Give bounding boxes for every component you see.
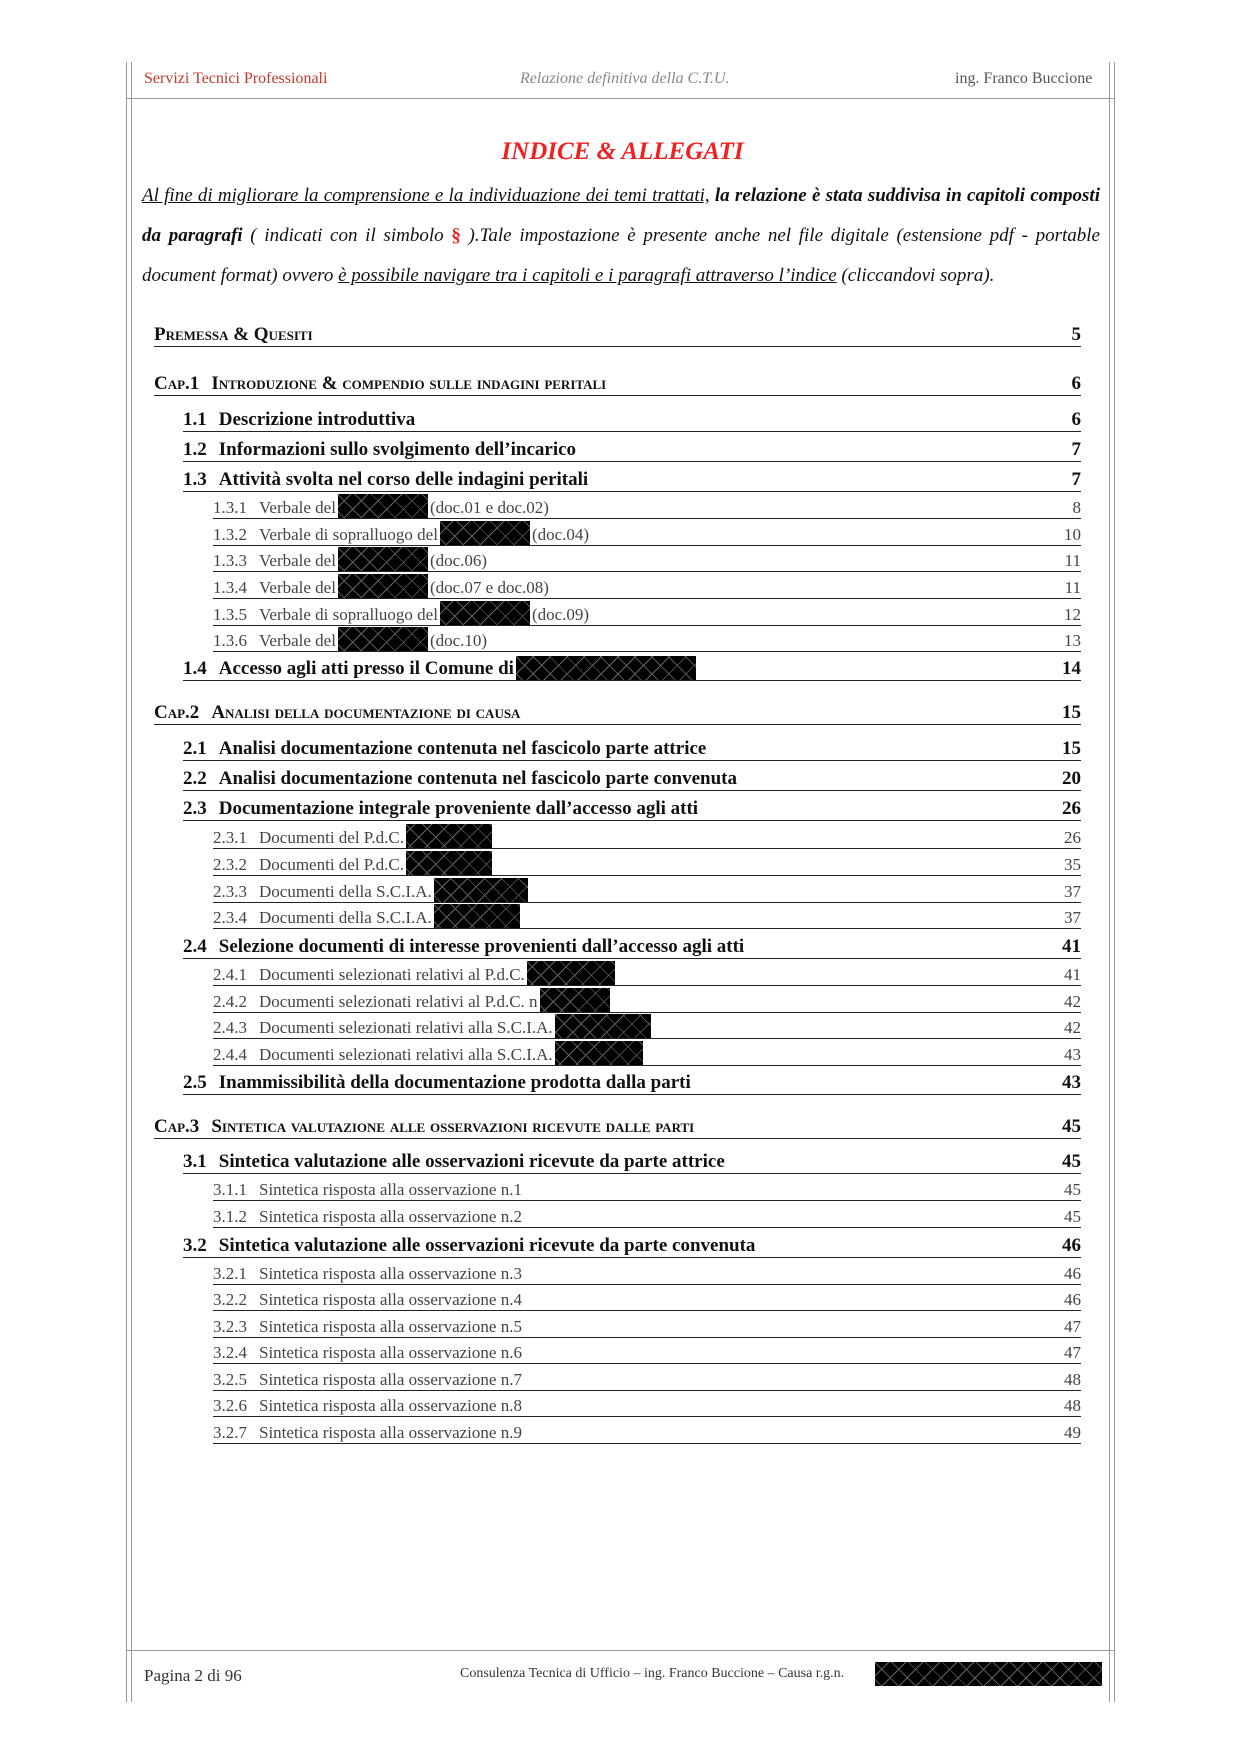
toc-entry-number: 1.3 — [183, 469, 207, 490]
toc-entry-page: 46 — [1064, 1264, 1081, 1283]
toc-entry[interactable] — [213, 601, 1081, 626]
toc-entry-label — [154, 702, 520, 724]
toc-entry-page: 45 — [1062, 1116, 1081, 1137]
toc-entry[interactable] — [183, 764, 1081, 791]
toc-entry-title: Verbale del — [259, 631, 336, 650]
toc-entry-title: Documenti selezionati relativi al P.d.C. — [259, 965, 525, 984]
toc-entry-number: 2.4 — [183, 936, 207, 957]
toc-entry-reference: (doc.04) — [531, 525, 590, 544]
toc-entry-page: 46 — [1062, 1235, 1081, 1256]
toc-entry-number: 1.2 — [183, 439, 207, 460]
toc-entry-title: Documenti della S.C.I.A. — [259, 908, 432, 927]
toc-entry-label — [183, 1151, 725, 1173]
toc-entry-label — [183, 738, 706, 760]
header-center: Relazione definitiva della C.T.U. — [520, 70, 730, 87]
toc-entry-number: 1.1 — [183, 409, 207, 430]
toc-entry-number: 3.2.5 — [213, 1370, 247, 1389]
toc-entry-page: 7 — [1071, 439, 1081, 460]
toc-entry-title: Descrizione introduttiva — [218, 409, 416, 430]
toc-entry-label — [213, 851, 494, 875]
toc-entry-title: Documentazione integrale proveniente dall’accesso agli atti — [218, 798, 699, 819]
toc-entry-label — [213, 1180, 522, 1200]
toc-entry-title: Documenti del P.d.C. — [259, 828, 404, 847]
toc-entry-reference: (doc.07 e doc.08) — [429, 578, 549, 597]
intro-part1: Al fine di migliorare la comprensione e la individuazione dei temi trattati, — [142, 185, 710, 206]
toc-entry-number: 3.1.1 — [213, 1180, 247, 1199]
toc-entry-title: Documenti della S.C.I.A. — [259, 882, 432, 901]
toc-entry-number: 3.1 — [183, 1151, 207, 1172]
toc-entry-reference: (doc.06) — [429, 551, 488, 570]
toc-entry-label — [213, 961, 617, 985]
toc-entry-title: Verbale del — [259, 551, 336, 570]
toc-entry-label — [154, 1116, 694, 1138]
toc-entry-label — [213, 521, 589, 545]
toc-entry-number: 3.2.6 — [213, 1396, 247, 1415]
toc-entry-page: 14 — [1062, 658, 1081, 679]
redaction-block — [555, 1014, 651, 1038]
toc-entry[interactable] — [213, 1260, 1081, 1285]
header-right: ing. Franco Buccione — [955, 70, 1093, 87]
toc-entry[interactable] — [213, 1203, 1081, 1228]
toc-entry-title: Documenti selezionati relativi alla S.C.I.A. — [259, 1018, 553, 1037]
page-title: INDICE & ALLEGATI — [501, 138, 744, 165]
toc-entry[interactable] — [183, 1147, 1081, 1174]
toc-entry-title: Introduzione & compendio sulle indagini peritali — [211, 373, 607, 394]
toc-entry-reference: (doc.01 e doc.02) — [429, 498, 549, 517]
toc-entry-title: Accesso agli atti presso il Comune di — [218, 658, 514, 679]
toc-entry[interactable] — [183, 1231, 1081, 1258]
intro-part2: la relazione è stata suddivisa in capitoli composti da paragrafi — [142, 185, 1100, 246]
toc-entry-page: 47 — [1064, 1317, 1081, 1336]
toc-entry-label — [183, 1072, 691, 1094]
toc-entry-title: Analisi documentazione contenuta nel fascicolo parte attrice — [218, 738, 707, 759]
redaction-block — [406, 851, 492, 875]
toc-entry-number: 3.2 — [183, 1235, 207, 1256]
toc-entry-page: 6 — [1071, 373, 1081, 394]
toc-entry-number: 3.2.3 — [213, 1317, 247, 1336]
toc-entry-number: Cap.2 — [154, 702, 200, 723]
toc-entry-label — [183, 409, 415, 431]
toc-entry-number: 1.3.6 — [213, 631, 247, 650]
toc-entry-label — [183, 768, 737, 790]
redaction-block — [875, 1662, 1102, 1686]
toc-entry-title: Attività svolta nel corso delle indagini peritali — [218, 469, 589, 490]
toc-entry-title: Sintetica risposta alla osservazione n.5 — [259, 1317, 522, 1336]
page-border — [1114, 62, 1115, 1702]
toc-entry-number: 2.3.3 — [213, 882, 247, 901]
toc-entry-page: 45 — [1064, 1207, 1081, 1226]
page-number: Pagina 2 di 96 — [144, 1666, 242, 1685]
toc-entry-page: 48 — [1064, 1370, 1081, 1389]
toc-entry[interactable] — [213, 1339, 1081, 1364]
toc-entry-page: 26 — [1064, 828, 1081, 847]
toc-entry[interactable] — [213, 961, 1081, 986]
toc-entry-page: 35 — [1064, 855, 1081, 874]
toc-entry[interactable] — [213, 1313, 1081, 1338]
toc-entry-page: 41 — [1064, 965, 1081, 984]
redaction-block — [540, 988, 610, 1012]
toc-entry-label — [213, 904, 522, 928]
toc-entry-label — [213, 1041, 645, 1065]
toc-entry-title: Analisi della documentazione di causa — [211, 702, 521, 723]
toc-entry-number: 3.2.1 — [213, 1264, 247, 1283]
intro-part6: (cliccandovi sopra). — [836, 265, 995, 286]
toc-entry-label — [183, 1235, 755, 1257]
toc-entry-label — [213, 988, 612, 1012]
toc-entry-label — [213, 494, 549, 518]
toc-entry-label — [213, 1396, 522, 1416]
toc-entry-label — [154, 324, 313, 346]
toc-entry[interactable] — [213, 1014, 1081, 1039]
toc-entry-page: 47 — [1064, 1343, 1081, 1362]
toc-entry-number: 2.3.4 — [213, 908, 247, 927]
redaction-block — [440, 601, 530, 625]
toc-entry-title: Sintetica risposta alla osservazione n.2 — [259, 1207, 522, 1226]
toc-entry-label — [183, 936, 744, 958]
toc-entry-label — [183, 469, 588, 491]
toc-entry-label — [213, 1264, 522, 1284]
toc-entry-page: 42 — [1064, 992, 1081, 1011]
redaction-block — [440, 521, 530, 545]
toc-entry[interactable] — [213, 904, 1081, 929]
toc-entry-number: 2.3.2 — [213, 855, 247, 874]
redaction-block — [434, 904, 520, 928]
toc-entry-number: Cap.1 — [154, 373, 200, 394]
toc-entry-page: 13 — [1064, 631, 1081, 650]
redaction-block — [527, 961, 615, 985]
toc-entry-number: 1.3.5 — [213, 605, 247, 624]
toc-entry-title: Sintetica valutazione alle osservazioni ricevute da parte convenuta — [218, 1235, 756, 1256]
toc-entry-number: 2.1 — [183, 738, 207, 759]
toc-entry-title: Inammissibilità della documentazione prodotta dalla parti — [218, 1072, 691, 1093]
toc-entry-page: 46 — [1064, 1290, 1081, 1309]
toc-entry[interactable] — [183, 435, 1081, 462]
page-border — [131, 62, 132, 1702]
toc-entry-page: 5 — [1071, 324, 1081, 345]
toc-entry-number: 2.3.1 — [213, 828, 247, 847]
toc-entry[interactable] — [183, 1068, 1081, 1095]
toc-entry[interactable] — [183, 654, 1081, 681]
toc-entry[interactable] — [154, 365, 1081, 396]
toc-entry-reference: (doc.10) — [429, 631, 488, 650]
toc-entry[interactable] — [154, 694, 1081, 725]
toc-entry-title: Sintetica risposta alla osservazione n.3 — [259, 1264, 522, 1283]
header-left: Servizi Tecnici Professionali — [144, 70, 328, 87]
toc-entry-page: 49 — [1064, 1423, 1081, 1442]
page-border — [126, 62, 127, 1702]
toc-entry-number: 1.4 — [183, 658, 207, 679]
redaction-block — [555, 1041, 643, 1065]
toc-entry-label — [183, 439, 576, 461]
redaction-block — [434, 878, 528, 902]
toc-entry-label — [213, 1290, 522, 1310]
toc-entry-title: Analisi documentazione contenuta nel fascicolo parte convenuta — [218, 768, 738, 789]
intro-part5: è possibile navigare tra i capitoli e i paragrafi attraverso l’indice — [338, 265, 837, 286]
toc-entry-title: Selezione documenti di interesse provenienti dall’accesso agli atti — [218, 936, 745, 957]
toc-entry-page: 11 — [1064, 578, 1081, 597]
toc-entry-label — [213, 1014, 653, 1038]
toc-entry-label — [213, 1207, 522, 1227]
toc-entry-number: 2.4.1 — [213, 965, 247, 984]
toc-entry-page: 37 — [1064, 882, 1081, 901]
redaction-block — [516, 656, 696, 680]
toc-entry[interactable] — [154, 1108, 1081, 1139]
toc-entry[interactable] — [183, 734, 1081, 761]
toc-entry-title: Sintetica risposta alla osservazione n.9 — [259, 1423, 522, 1442]
toc-entry-number: 2.4.4 — [213, 1045, 247, 1064]
toc-entry-page: 7 — [1071, 469, 1081, 490]
toc-entry-number: 2.4.2 — [213, 992, 247, 1011]
toc-entry-page: 45 — [1062, 1151, 1081, 1172]
toc-entry[interactable] — [213, 1286, 1081, 1311]
toc-entry-title: Verbale di sopralluogo del — [259, 525, 438, 544]
toc-entry-page: 43 — [1064, 1045, 1081, 1064]
toc-entry-page: 12 — [1064, 605, 1081, 624]
toc-entry-number: 3.2.4 — [213, 1343, 247, 1362]
toc-entry-title: Sintetica risposta alla osservazione n.8 — [259, 1396, 522, 1415]
toc-entry-number: 1.3.2 — [213, 525, 247, 544]
toc-entry-title: Sintetica risposta alla osservazione n.1 — [259, 1180, 522, 1199]
toc-entry[interactable] — [213, 851, 1081, 876]
toc-entry-label — [213, 1423, 522, 1443]
footer-divider — [126, 1650, 1115, 1651]
toc-entry[interactable] — [154, 316, 1081, 347]
toc-entry[interactable] — [213, 1392, 1081, 1417]
toc-entry-title: Documenti selezionati relativi al P.d.C. n — [259, 992, 538, 1011]
toc-entry-title: Sintetica risposta alla osservazione n.4 — [259, 1290, 522, 1309]
toc-entry-title: Documenti selezionati relativi alla S.C.I.A. — [259, 1045, 553, 1064]
toc-entry[interactable] — [213, 824, 1081, 849]
toc-entry[interactable] — [183, 794, 1081, 821]
toc-entry[interactable] — [213, 1176, 1081, 1201]
toc-entry[interactable] — [213, 1366, 1081, 1391]
toc-entry-page: 6 — [1071, 409, 1081, 430]
redaction-block — [338, 627, 428, 651]
toc-entry[interactable] — [213, 988, 1081, 1013]
toc-entry-page: 20 — [1062, 768, 1081, 789]
toc-entry-label — [213, 601, 589, 625]
toc-entry-number: 2.2 — [183, 768, 207, 789]
toc-entry-number: 1.3.3 — [213, 551, 247, 570]
redaction-block — [338, 574, 428, 598]
toc-entry-title: Informazioni sullo svolgimento dell’incarico — [218, 439, 577, 460]
intro-paragraph — [142, 176, 1100, 296]
toc-entry-number: 3.2.7 — [213, 1423, 247, 1442]
toc-entry-page: 45 — [1064, 1180, 1081, 1199]
toc-entry-page: 37 — [1064, 908, 1081, 927]
toc-entry[interactable] — [213, 627, 1081, 652]
toc-entry-reference: (doc.09) — [531, 605, 590, 624]
toc-entry-title: Sintetica risposta alla osservazione n.7 — [259, 1370, 522, 1389]
toc-entry[interactable] — [183, 932, 1081, 959]
header-divider — [126, 98, 1115, 99]
intro-part4: ).Tale impostazione è presente anche nel file digitale (estensione pdf - portable document format) ovvero — [142, 225, 1100, 286]
toc-entry-title: Verbale di sopralluogo del — [259, 605, 438, 624]
toc-entry[interactable] — [213, 547, 1081, 572]
toc-entry-page: 26 — [1062, 798, 1081, 819]
toc-entry-label — [213, 878, 530, 902]
section-symbol: § — [451, 225, 461, 246]
toc-entry-page: 42 — [1064, 1018, 1081, 1037]
toc-entry[interactable] — [213, 878, 1081, 903]
toc-entry-label — [183, 656, 698, 680]
toc-entry-number: 2.3 — [183, 798, 207, 819]
toc-entry-page: 15 — [1062, 702, 1081, 723]
toc-entry-page: 43 — [1062, 1072, 1081, 1093]
redaction-block — [406, 824, 492, 848]
toc-entry-number: 1.3.4 — [213, 578, 247, 597]
toc-entry-number: 3.1.2 — [213, 1207, 247, 1226]
toc-entry-label — [213, 1317, 522, 1337]
toc-entry-page: 8 — [1072, 498, 1081, 517]
footer-text: Consulenza Tecnica di Ufficio – ing. Franco Buccione – Causa r.g.n. — [460, 1666, 845, 1681]
toc-entry-title: Verbale del — [259, 498, 336, 517]
toc-entry-title: Verbale del — [259, 578, 336, 597]
redaction-block — [338, 547, 428, 571]
toc-entry-number: 2.5 — [183, 1072, 207, 1093]
toc-entry[interactable] — [213, 1041, 1081, 1066]
toc-entry[interactable] — [183, 405, 1081, 432]
toc-entry-number: 2.4.3 — [213, 1018, 247, 1037]
toc-entry-title: Documenti del P.d.C. — [259, 855, 404, 874]
toc-entry[interactable] — [213, 521, 1081, 546]
toc-entry[interactable] — [183, 465, 1081, 492]
intro-part3: ( indicati con il simbolo — [242, 225, 452, 246]
toc-entry[interactable] — [213, 1419, 1081, 1444]
toc-entry-label — [213, 824, 494, 848]
toc-entry-label — [213, 1370, 522, 1390]
redaction-block — [338, 494, 428, 518]
toc-entry[interactable] — [213, 574, 1081, 599]
toc-entry-title: Sintetica valutazione alle osservazioni ricevute dalle parti — [211, 1116, 695, 1137]
toc-entry-label — [213, 1343, 522, 1363]
page-border — [1109, 62, 1110, 1702]
toc-entry-page: 48 — [1064, 1396, 1081, 1415]
toc-entry-number: Cap.3 — [154, 1116, 200, 1137]
toc-entry[interactable] — [213, 494, 1081, 519]
toc-entry-number: 3.2.2 — [213, 1290, 247, 1309]
toc-entry-label — [213, 574, 549, 598]
toc-entry-page: 11 — [1064, 551, 1081, 570]
toc-entry-label — [183, 798, 698, 820]
toc-entry-title: Sintetica risposta alla osservazione n.6 — [259, 1343, 522, 1362]
toc-entry-page: 10 — [1064, 525, 1081, 544]
toc-entry-title: Premessa & Quesiti — [154, 324, 313, 345]
toc-entry-page: 41 — [1062, 936, 1081, 957]
toc-entry-label — [213, 547, 487, 571]
toc-entry-label — [213, 627, 487, 651]
toc-entry-title: Sintetica valutazione alle osservazioni ricevute da parte attrice — [218, 1151, 725, 1172]
toc-entry-page: 15 — [1062, 738, 1081, 759]
toc-entry-label — [154, 373, 606, 395]
toc-entry-number: 1.3.1 — [213, 498, 247, 517]
